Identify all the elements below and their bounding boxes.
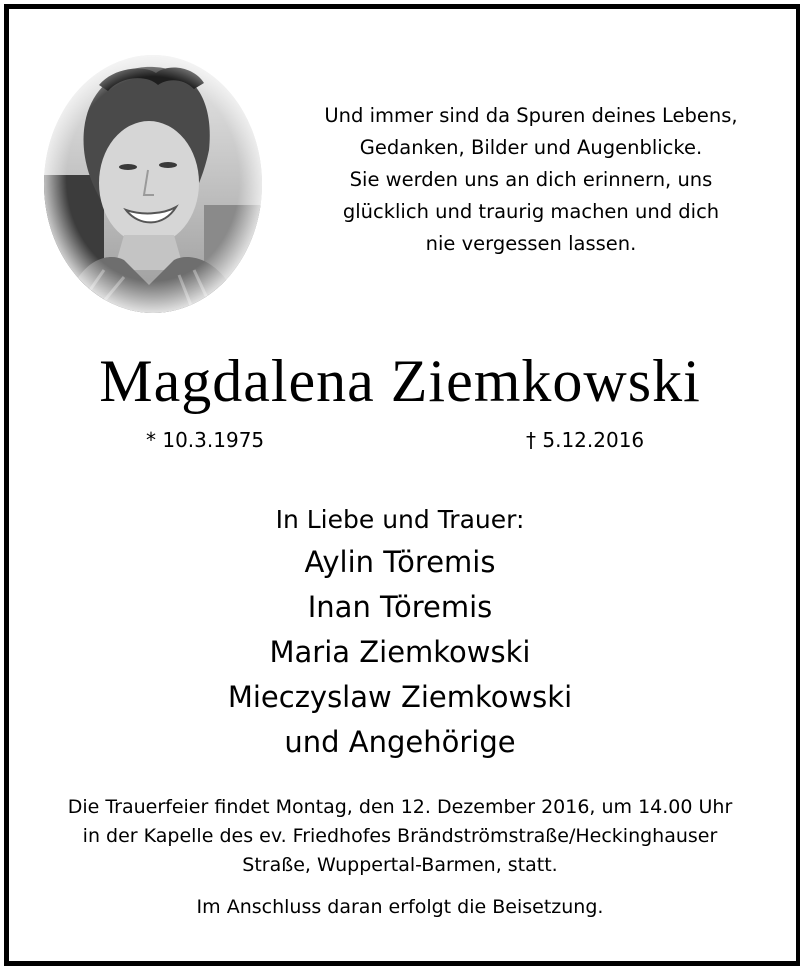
- service-line: in der Kapelle des ev. Friedhofes Brändströmstraße/Heckinghauser: [82, 825, 718, 847]
- death-date: † 5.12.2016: [526, 428, 645, 452]
- mourner-name: Aylin Töremis: [304, 545, 496, 579]
- mourners-heading: In Liebe und Trauer:: [275, 505, 525, 534]
- mourner-name: Mieczyslaw Ziemkowski: [227, 680, 573, 714]
- mourner-name: Maria Ziemkowski: [269, 635, 531, 669]
- birth-date: * 10.3.1975: [146, 428, 265, 452]
- poem-line: Und immer sind da Spuren deines Lebens,: [324, 104, 738, 127]
- mourners-list: [0, 540, 800, 765]
- poem-line: Gedanken, Bilder und Augenblicke.: [359, 136, 703, 159]
- poem-line: Sie werden uns an dich erinnern, uns: [349, 168, 713, 191]
- poem-line: glücklich und traurig machen und dich: [342, 200, 720, 223]
- service-line: Straße, Wuppertal-Barmen, statt.: [242, 854, 558, 876]
- deceased-name: Magdalena Ziemkowski: [99, 348, 701, 414]
- mourner-name: Inan Töremis: [307, 590, 493, 624]
- service-info: [20, 793, 780, 880]
- poem-line: nie vergessen lassen.: [425, 232, 637, 255]
- portrait-photo: [44, 55, 262, 313]
- mourner-name: und Angehörige: [284, 725, 516, 759]
- burial-note: Im Anschluss daran erfolgt die Beisetzung.: [196, 896, 604, 918]
- poem: [290, 100, 772, 260]
- service-line: Die Trauerfeier findet Montag, den 12. Dezember 2016, um 14.00 Uhr: [67, 796, 733, 818]
